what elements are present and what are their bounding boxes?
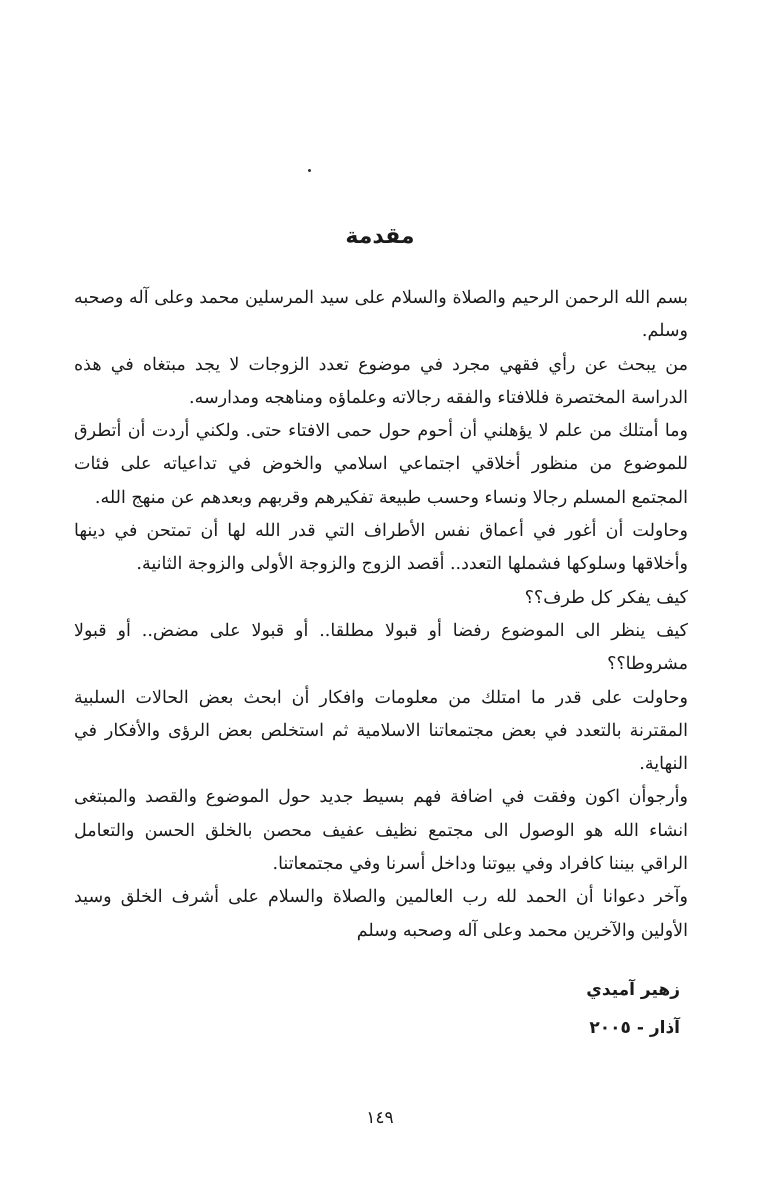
paragraph: وآخر دعوانا أن الحمد لله رب العالمين والصلاة والسلام على أشرف الخلق وسيد الأولين والآخرين محمد وعلى آله وصحبه وسلم	[74, 887, 688, 941]
author-signature: زهير آميدي	[586, 980, 680, 1000]
page-title: مقدمة	[345, 224, 415, 249]
page-number: ١٤٩	[366, 1108, 394, 1128]
paragraph: كيف يفكر كل طرف؟؟	[524, 587, 688, 608]
paragraph: كيف ينظر الى الموضوع رفضا أو قبولا مطلقا.. أو قبولا على مضض.. أو قبولا مشروطا؟؟	[74, 620, 688, 675]
paragraph: بسم الله الرحمن الرحيم والصلاة والسلام على سيد المرسلين محمد وعلى آله وصحبه وسلم.	[74, 288, 688, 342]
paragraph: وما أمتلك من علم لا يؤهلني أن أحوم حول حمى الافتاء حتى. ولكني أردت أن أتطرق للموضوع من منظور أخلاقي اجتماعي اسلامي والخوض في تداعياته على فئات المجتمع المسلم رجالا ونساء وحسب طبيعة تفكيرهم وقربهم وبعدهم عن منهج الله.	[74, 421, 688, 508]
paragraph: وحاولت على قدر ما امتلك من معلومات وافكار أن ابحث بعض الحالات السلبية المقترنة بالتعدد في بعض مجتمعاتنا الاسلامية ثم استخلص بعض الرؤى والأفكار في النهاية.	[74, 687, 688, 775]
paragraph: من يبحث عن رأي فقهي مجرد في موضوع تعدد الزوجات لا يجد مبتغاه في هذه الدراسة المختصرة فللافتاء والفقه رجالاته وعلماؤه ومناهجه ومدارسه.	[74, 354, 688, 408]
stray-mark	[308, 169, 311, 172]
signature-date: آذار - ٢٠٠٥	[589, 1018, 680, 1038]
paragraph: وأرجوأن اكون وفقت في اضافة فهم بسيط جديد حول الموضوع والقصد والمبتغى انشاء الله هو الوصول الى مجتمع نظيف عفيف محصن بالخلق الحسن والتعامل الراقي بيننا كافراد وفي بيوتنا وداخل أسرنا وفي مجتمعاتنا.	[74, 787, 688, 875]
introduction-body	[74, 282, 688, 948]
paragraph: وحاولت أن أغور في أعماق نفس الأطراف التي قدر الله لها أن تمتحن في دينها وأخلاقها وسلوكها فشملها التعدد.. أقصد الزوج والزوجة الأولى والزوجة الثانية.	[74, 521, 688, 575]
